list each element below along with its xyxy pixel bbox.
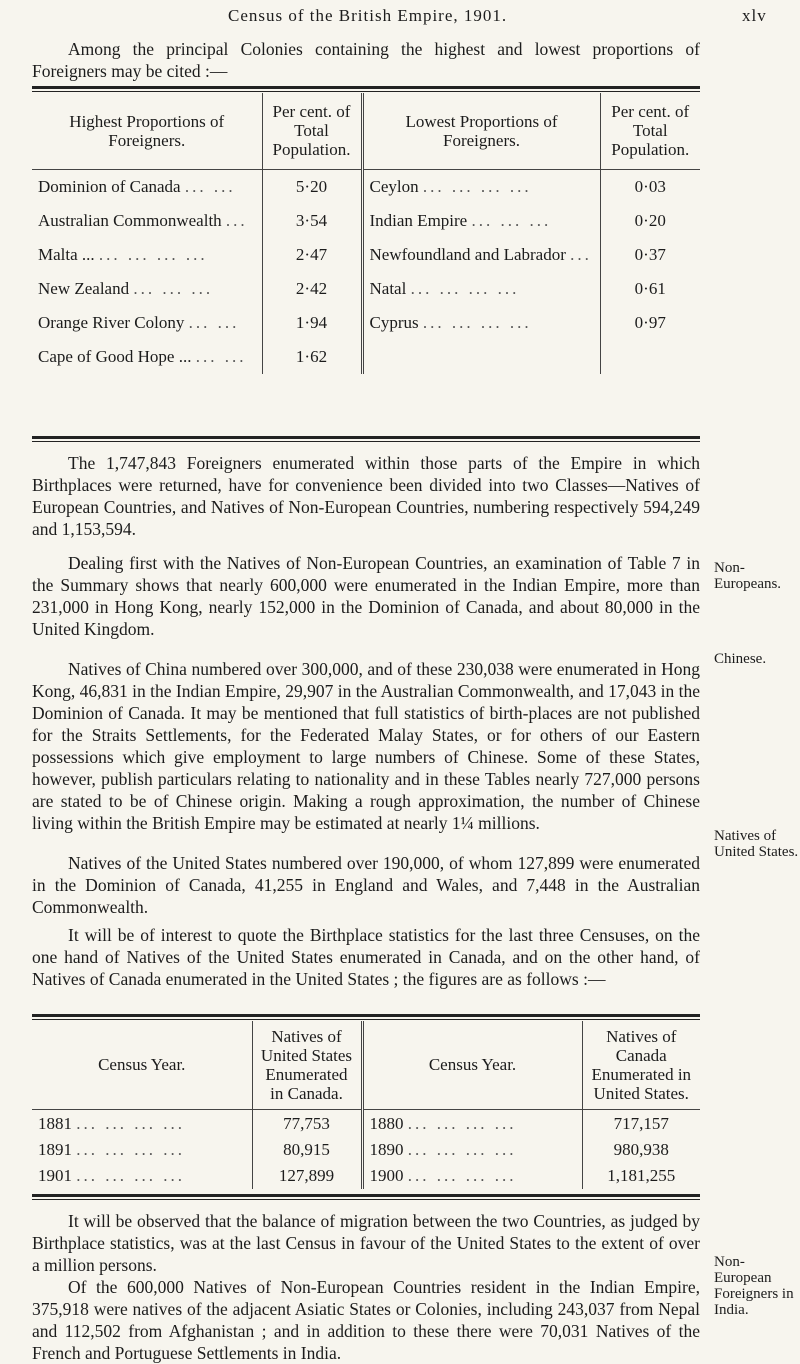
leader-dots: ... ... ... bbox=[133, 278, 214, 298]
table1-bottom-rule bbox=[32, 436, 700, 442]
running-header bbox=[0, 4, 800, 28]
col-header-lowest: Lowest Proportions of Foreigners. bbox=[362, 93, 600, 169]
lowest-colony: Indian Empire bbox=[369, 210, 468, 230]
lowest-colony: Cyprus bbox=[369, 312, 419, 332]
highest-colony: Dominion of Canada bbox=[38, 176, 181, 196]
us-natives-in-canada: 80,915 bbox=[252, 1137, 362, 1163]
leader-dots: ... ... ... ... bbox=[422, 176, 532, 196]
paragraph-birthplace-intro: It will be of interest to quote the Birthplace statistics for the last three Censuses, on the one hand of Natives of the United States enumerated in Canada, and on the other hand, of Natives of Canada enumerated in the United States ; the figures are as follows :— bbox=[32, 925, 700, 989]
lowest-colony: Natal bbox=[369, 278, 407, 298]
col-header-us-in-canada: Natives of United States Enumerated in Canada. bbox=[252, 1021, 362, 1109]
col-header-highest: Highest Proportions of Foreigners. bbox=[32, 93, 262, 169]
paragraph-us-natives: Natives of the United States numbered over 190,000, of whom 127,899 were enumerated in the Dominion of Canada, 41,255 in England and Wales, and 7,448 in the Australian Commonwealth. bbox=[32, 853, 700, 917]
leader-dots: ... ... ... ... bbox=[407, 1113, 517, 1133]
paragraph-foreigners-classes: The 1,747,843 Foreigners enumerated within those parts of the Empire in which Birthplaces were returned, have for convenience been divided into two Classes—Natives of European Countries, and Natives of Non-European Countries, numbering respectively 594,249 and 1,153,594. bbox=[32, 453, 700, 539]
leader-dots: ... ... ... ... bbox=[76, 1165, 185, 1185]
highest-colony: Cape of Good Hope ... bbox=[38, 346, 192, 366]
leader-dots: ... ... ... ... bbox=[407, 1165, 517, 1185]
census-year: 1890 bbox=[369, 1139, 404, 1159]
col-header-canada-in-us: Natives of Canada Enumerated in United States. bbox=[582, 1021, 700, 1109]
table-row bbox=[32, 1137, 700, 1163]
margin-note-us-natives: Natives of United States. bbox=[714, 828, 799, 860]
migration-birthplace-table bbox=[32, 1021, 700, 1189]
highest-colony: New Zealand bbox=[38, 278, 130, 298]
lowest-percent: 0·61 bbox=[600, 272, 700, 306]
highest-percent: 3·54 bbox=[262, 204, 362, 238]
table2-top-rule bbox=[32, 1014, 700, 1020]
table-row bbox=[32, 204, 700, 238]
table2-bottom-rule bbox=[32, 1194, 700, 1200]
page-number: xlv bbox=[742, 6, 767, 25]
leader-dots: ... ... bbox=[184, 176, 236, 196]
paragraph-chinese: Natives of China numbered over 300,000, and of these 230,038 were enumerated in Hong Kong, 46,831 in the Indian Empire, 29,907 in the Australian Commonwealth, and 17,043 in the Dominion of Canada. It may be mentioned that full statistics of birth-places are not published for the Straits Settlements, for the Federated Malay States, or for others of our Eastern possessions which give employment to large numbers of Chinese. Some of these States, however, publish particulars relating to nationality and in these Tables nearly 727,000 persons are stated to be of Chinese origin. Making a rough approximation, the number of Chinese living within the British Empire may be estimated at nearly 1¼ millions. bbox=[32, 659, 700, 833]
running-title: Census of the British Empire, 1901. bbox=[228, 6, 508, 25]
margin-note-non-european-foreigners: Non-European Foreigners in India. bbox=[714, 1254, 794, 1318]
leader-dots: ... bbox=[570, 244, 592, 264]
canada-natives-in-us: 1,181,255 bbox=[582, 1163, 700, 1189]
leader-dots: ... bbox=[225, 210, 248, 230]
canada-natives-in-us: 980,938 bbox=[582, 1137, 700, 1163]
table-row bbox=[32, 340, 700, 374]
us-natives-in-canada: 127,899 bbox=[252, 1163, 362, 1189]
lowest-percent: 0·03 bbox=[600, 169, 700, 204]
census-year: 1901 bbox=[38, 1165, 72, 1185]
highest-percent: 2·47 bbox=[262, 238, 362, 272]
margin-note-non-europeans: Non-Europeans. bbox=[714, 560, 782, 592]
highest-percent: 1·62 bbox=[262, 340, 362, 374]
census-year: 1900 bbox=[369, 1165, 404, 1185]
table-row bbox=[32, 272, 700, 306]
highest-colony: Malta ... bbox=[38, 244, 95, 264]
highest-percent: 2·42 bbox=[262, 272, 362, 306]
leader-dots: ... ... bbox=[195, 346, 247, 366]
table-row bbox=[32, 306, 700, 340]
table1-top-rule bbox=[32, 86, 700, 92]
lowest-colony: Newfoundland and Labrador bbox=[369, 244, 566, 264]
us-natives-in-canada: 77,753 bbox=[252, 1109, 362, 1137]
lowest-percent: 0·20 bbox=[600, 204, 700, 238]
paragraph-india-foreigners: Of the 600,000 Natives of Non-European Countries resident in the Indian Empire, 375,918 were natives of the adjacent Asiatic States or Colonies, including 243,037 from Nepal and 112,502 from Afghanistan ; and in addition to these there were 70,031 Natives of the French and Portuguese Settlements in India. bbox=[32, 1277, 700, 1363]
intro-paragraph bbox=[32, 38, 700, 82]
foreigners-proportion-table bbox=[32, 93, 700, 374]
highest-colony: Australian Commonwealth bbox=[38, 210, 222, 230]
table-row bbox=[32, 238, 700, 272]
leader-dots: ... ... ... ... bbox=[76, 1139, 185, 1159]
intro-text: Among the principal Colonies containing the highest and lowest proportions of Foreigners may be cited :— bbox=[32, 39, 700, 81]
leader-dots: ... ... ... ... bbox=[410, 278, 520, 298]
leader-dots: ... ... ... ... bbox=[422, 312, 532, 332]
col-header-high-percent: Per cent. of Total Population. bbox=[262, 93, 362, 169]
table-row bbox=[32, 169, 700, 204]
col-header-census-year: Census Year. bbox=[32, 1021, 252, 1109]
paragraph-migration-balance: It will be observed that the balance of migration between the two Countries, as judged by Birthplace statistics, was at the last Census in favour of the United States to the extent of over a million persons. bbox=[32, 1211, 700, 1275]
paragraph-non-europeans: Dealing first with the Natives of Non-European Countries, an examination of Table 7 in the Summary shows that nearly 600,000 were enumerated in the Indian Empire, more than 231,000 in Hong Kong, nearly 152,000 in the Dominion of Canada, and about 80,000 in the United Kingdom. bbox=[32, 553, 700, 639]
leader-dots: ... ... ... ... bbox=[98, 244, 208, 264]
lowest-percent bbox=[600, 340, 700, 374]
table-row bbox=[32, 1109, 700, 1137]
leader-dots: ... ... bbox=[188, 312, 240, 332]
body-text-1 bbox=[32, 452, 700, 990]
census-year: 1891 bbox=[38, 1139, 72, 1159]
col-header-low-percent: Per cent. of Total Population. bbox=[600, 93, 700, 169]
census-year: 1880 bbox=[369, 1113, 404, 1133]
leader-dots: ... ... ... ... bbox=[76, 1113, 185, 1133]
highest-percent: 5·20 bbox=[262, 169, 362, 204]
highest-colony: Orange River Colony bbox=[38, 312, 185, 332]
lowest-percent: 0·97 bbox=[600, 306, 700, 340]
body-text-2 bbox=[32, 1210, 700, 1364]
census-year: 1881 bbox=[38, 1113, 72, 1133]
margin-note-chinese: Chinese. bbox=[714, 651, 767, 667]
leader-dots: ... ... ... bbox=[471, 210, 552, 230]
col-header-census-year-us: Census Year. bbox=[362, 1021, 582, 1109]
canada-natives-in-us: 717,157 bbox=[582, 1109, 700, 1137]
table-row bbox=[32, 1163, 700, 1189]
highest-percent: 1·94 bbox=[262, 306, 362, 340]
lowest-colony: Ceylon bbox=[369, 176, 419, 196]
lowest-percent: 0·37 bbox=[600, 238, 700, 272]
leader-dots: ... ... ... ... bbox=[407, 1139, 517, 1159]
